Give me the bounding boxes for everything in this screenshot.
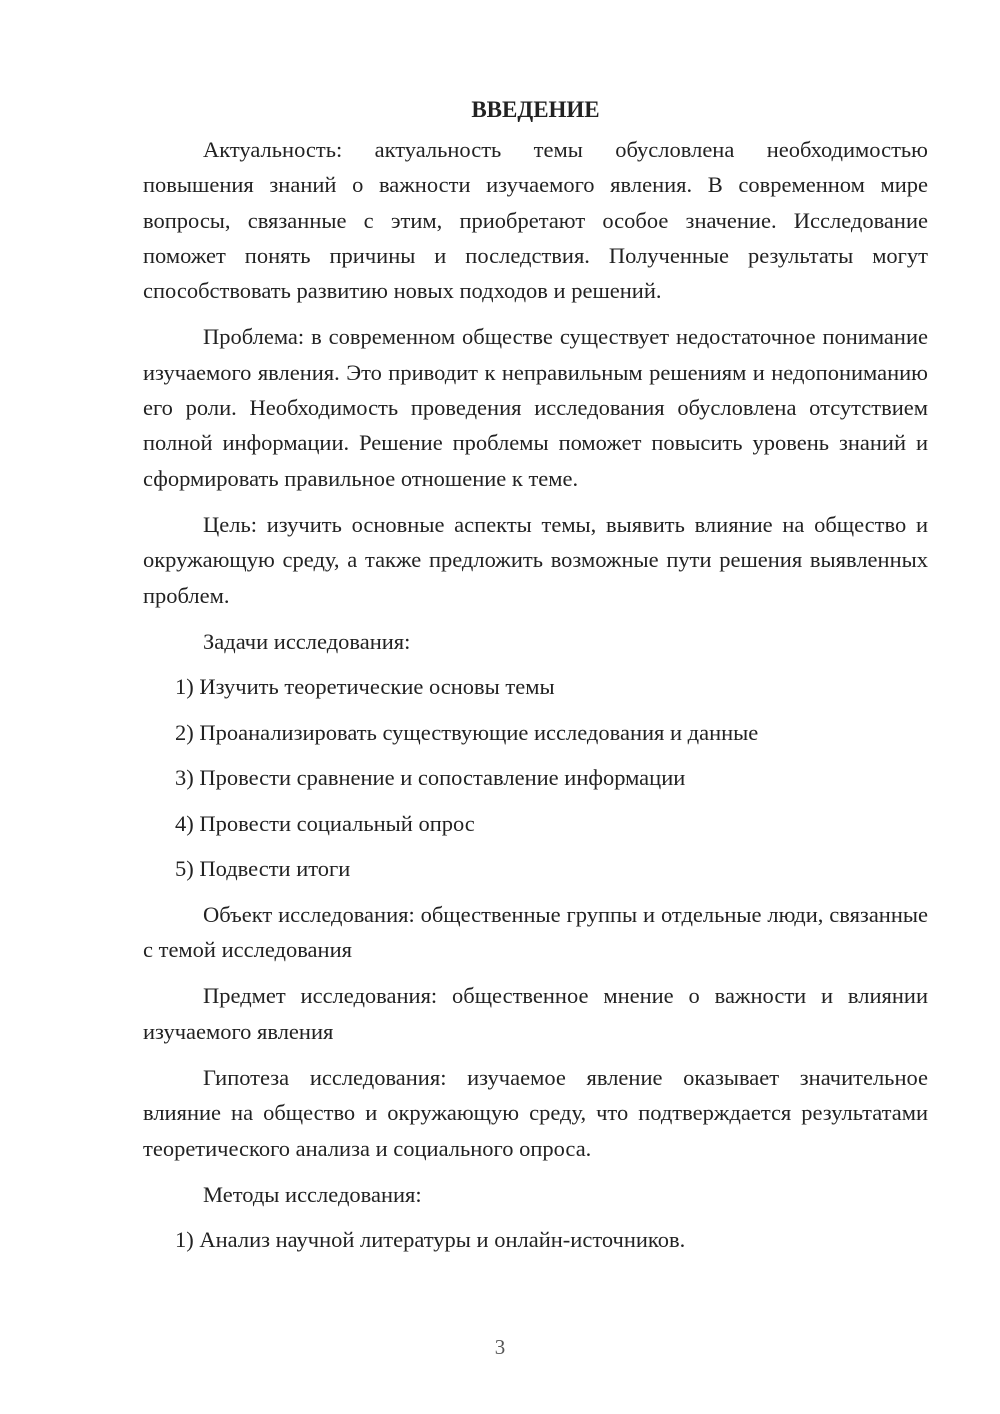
paragraph-relevance: Актуальность: актуальность темы обусловлена необходимостью повышения знаний о важности изучаемого явления. В современном мире вопросы, связанные с этим, приобретают особое значение. Исследование поможет понять причины и последствия. Полученные результаты могут способствовать развитию новых подходов и решений. [143,137,928,304]
list-item: 1) Изучить теоретические основы темы [175,674,555,700]
paragraph-goal: Цель: изучить основные аспекты темы, выявить влияние на общество и окружающую среду, а также предложить возможные пути решения выявленных проблем. [143,511,928,608]
paragraph-subject: Предмет исследования: общественное мнение о важности и влиянии изучаемого явления [143,983,928,1044]
methods-heading: Методы исследования: [203,1181,422,1207]
list-item: 4) Провести социальный опрос [175,810,475,836]
document-title: ВВЕДЕНИЕ [471,97,600,122]
paragraph-hypothesis: Гипотеза исследования: изучаемое явление оказывает значительное влияние на общество и окружающую среду, что подтверждается результатами теоретического анализа и социального опроса. [143,1065,928,1161]
paragraph-problem: Проблема: в современном обществе существует недостаточное понимание изучаемого явления. Это приводит к неправильным решениям и недопониманию его роли. Необходимость проведения исследования обусловлена отсутствием полной информации. Решение проблемы поможет повысить уровень знаний и сформировать правильное отношение к теме. [143,324,928,491]
list-item: 1) Анализ научной литературы и онлайн-источников. [175,1227,686,1253]
tasks-heading: Задачи исследования: [203,628,411,654]
list-item: 2) Проанализировать существующие исследования и данные [175,719,759,745]
page-number: 3 [494,1335,506,1359]
tasks-list [143,669,928,886]
paragraph-object: Объект исследования: общественные группы и отдельные люди, связанные с темой исследования [143,901,928,963]
list-item: 3) Провести сравнение и сопоставление информации [175,765,686,791]
document-page [143,92,928,1268]
list-item: 5) Подвести итоги [175,856,351,882]
methods-list [143,1222,928,1257]
